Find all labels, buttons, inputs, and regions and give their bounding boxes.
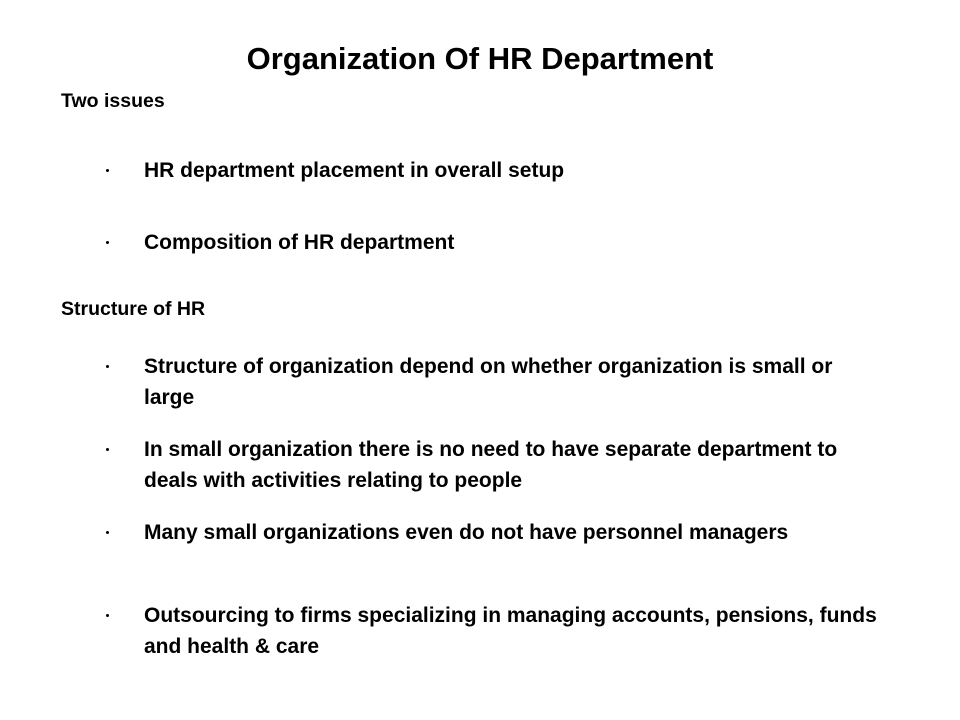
bullet-dot-icon: [106, 169, 109, 172]
bullet-dot-icon: [106, 614, 109, 617]
section-heading-structure-of-hr: Structure of HR: [61, 298, 206, 320]
bullet-item: [106, 155, 886, 186]
bullet-dot-icon: [106, 531, 109, 534]
bullet-item: [106, 351, 886, 413]
slide-title: Organization Of HR Department: [246, 41, 714, 76]
bullet-dot-icon: [106, 241, 109, 244]
bullet-item: [106, 227, 886, 258]
bullet-item: [106, 517, 886, 548]
bullet-text: Many small organizations even do not have personnel managers: [144, 521, 789, 544]
bullet-item: [106, 600, 886, 662]
bullet-dot-icon: [106, 365, 109, 368]
bullet-item: [106, 434, 886, 496]
bullet-text: HR department placement in overall setup: [144, 159, 565, 182]
bullet-text: In small organization there is no need to have separate department to deals with activities relating to people: [144, 438, 838, 492]
bullet-text: Outsourcing to firms specializing in managing accounts, pensions, funds and health & care: [144, 604, 877, 658]
bullet-text: Composition of HR department: [144, 231, 455, 254]
bullet-dot-icon: [106, 448, 109, 451]
bullet-text: Structure of organization depend on whether organization is small or large: [144, 355, 833, 409]
section-heading-two-issues: Two issues: [61, 90, 165, 112]
